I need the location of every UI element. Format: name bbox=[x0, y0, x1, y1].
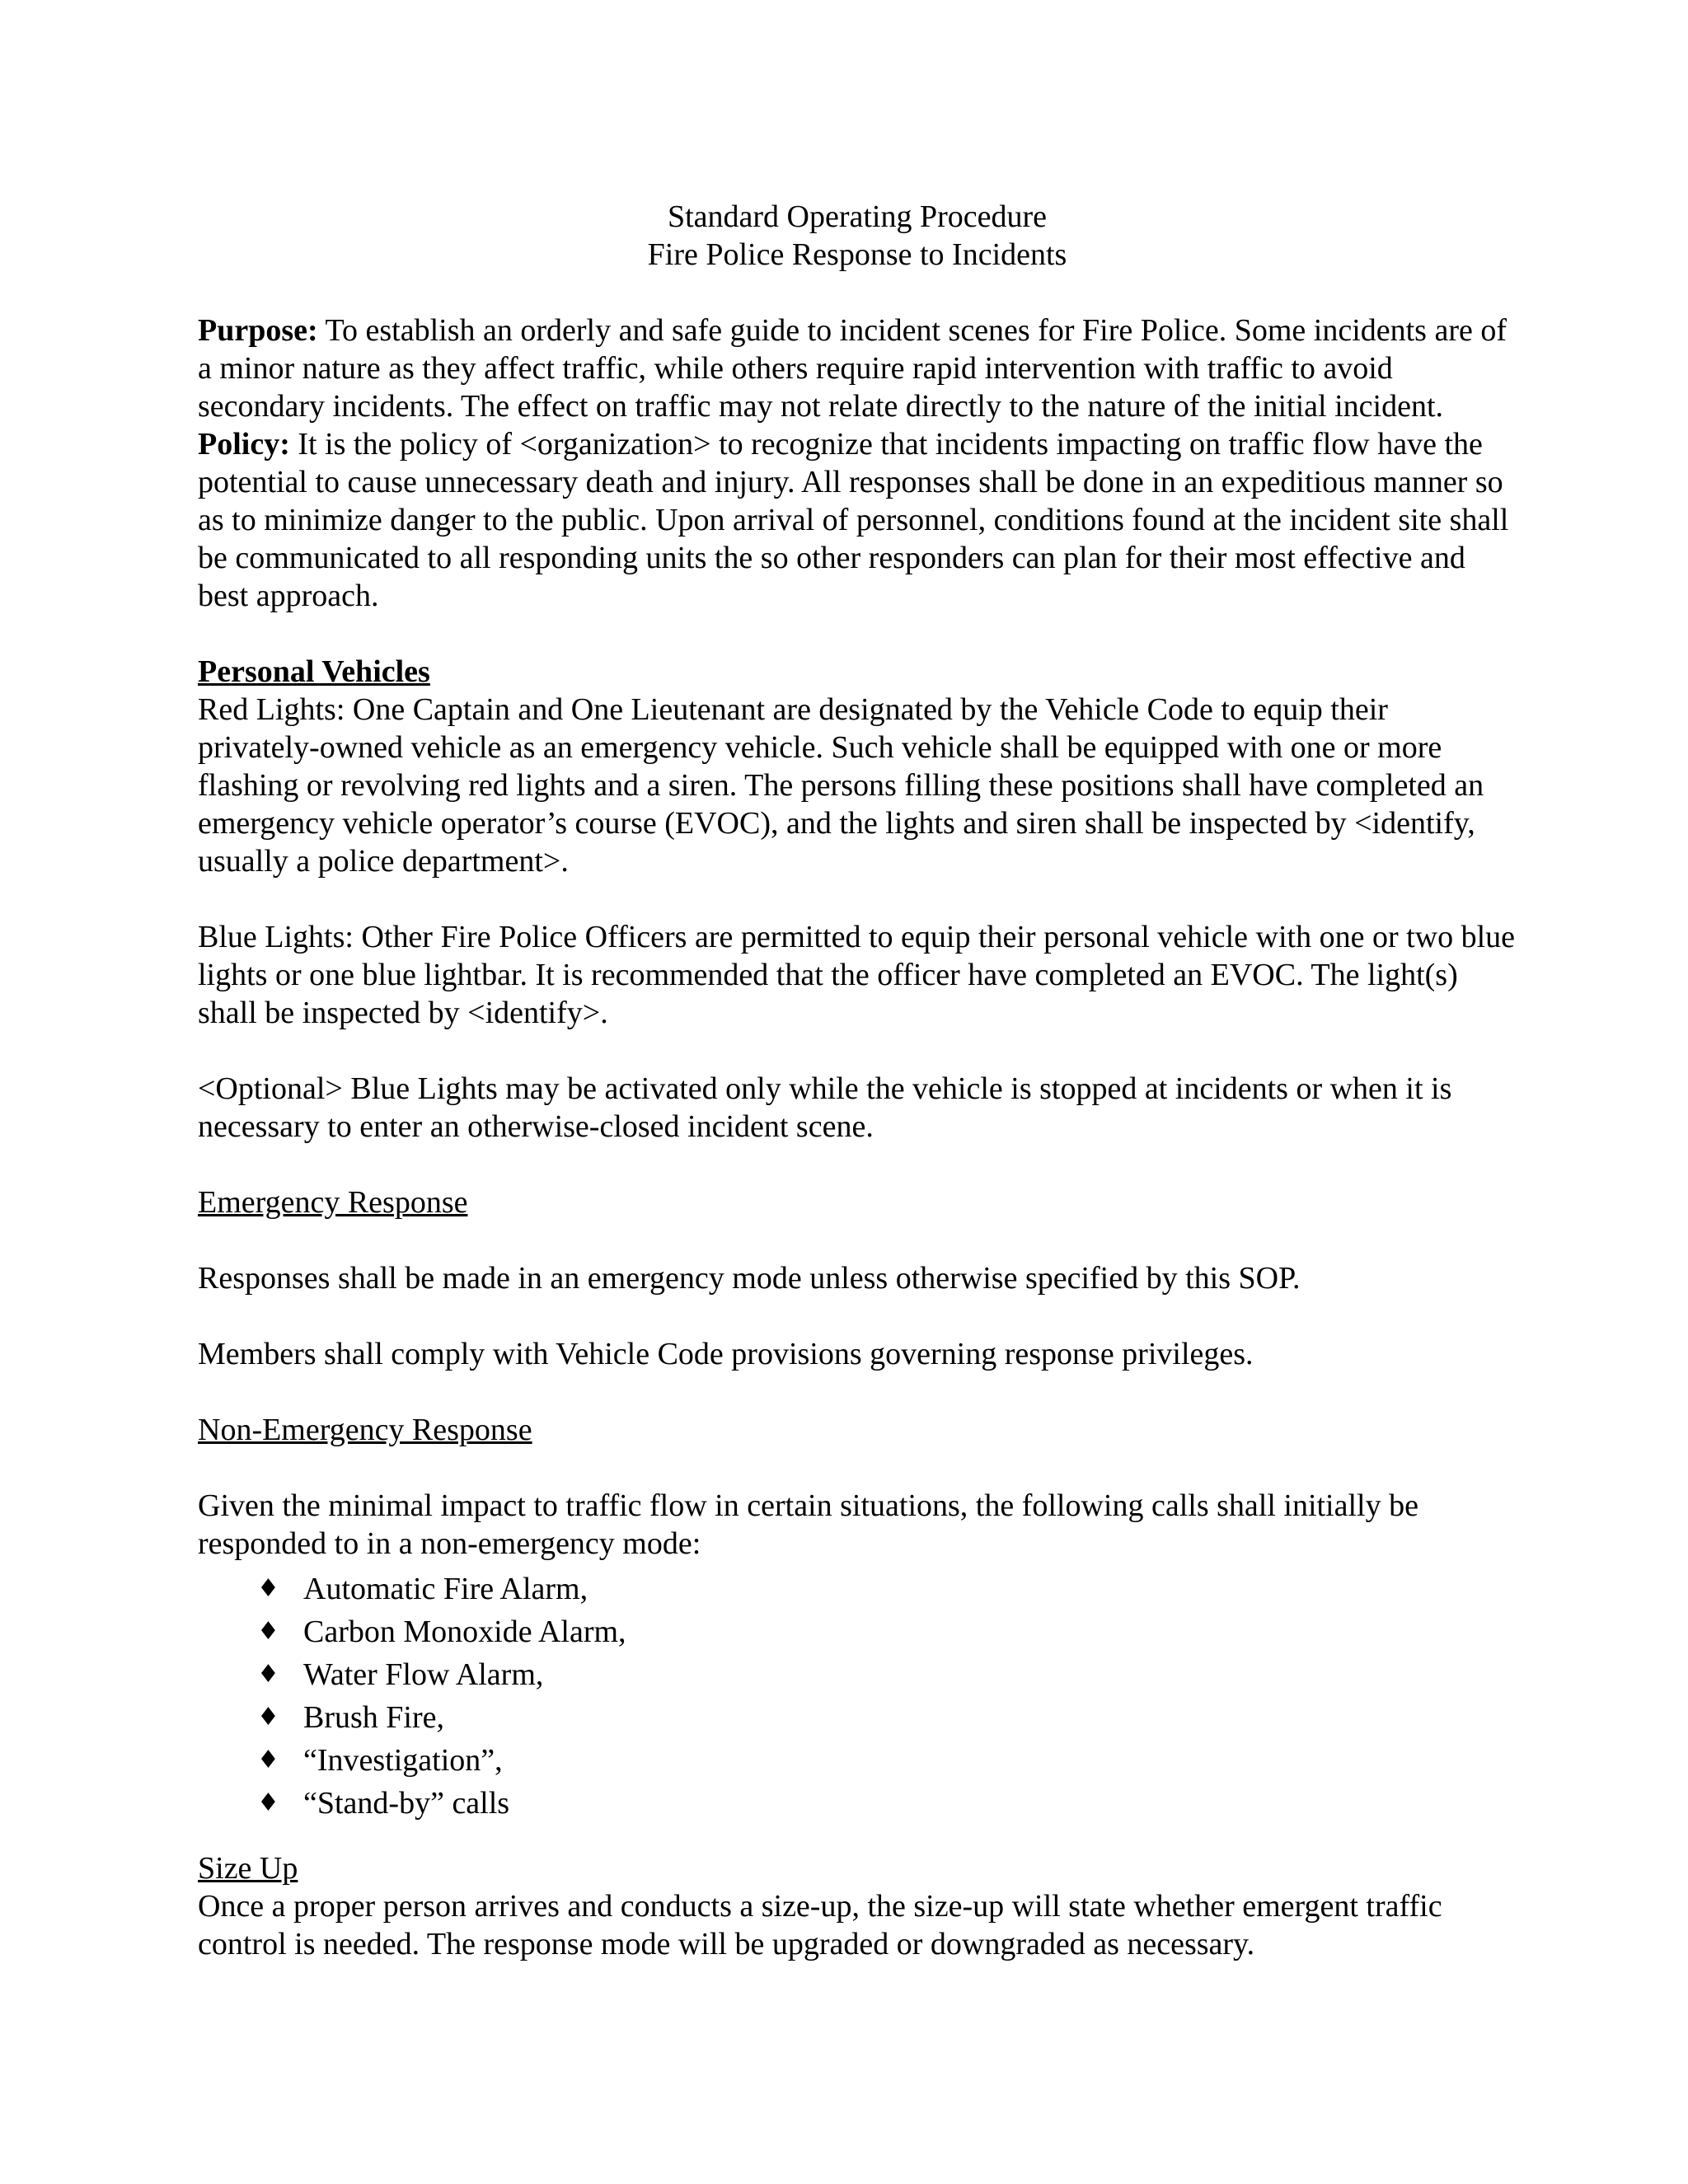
diamond-bullet-icon: ♦ bbox=[257, 1660, 279, 1689]
document-title bbox=[198, 198, 1517, 274]
size-up-paragraph: Once a proper person arrives and conducts a size-up, the size-up will state whether emergent traffic control is needed. The response mode will be upgraded or downgraded as necessary. bbox=[198, 1889, 1442, 1961]
blue-lights-paragraph: Blue Lights: Other Fire Police Officers are permitted to equip their personal vehicle with one or two blue lights or one blue lightbar. It is recommended that the officer have completed an EVOC. The light(s) shall be inspected by <identify>. bbox=[198, 920, 1516, 1030]
purpose-label: Purpose: bbox=[198, 313, 318, 348]
list-item-text: “Investigation”, bbox=[303, 1743, 503, 1778]
policy-label: Policy: bbox=[198, 427, 290, 462]
emergency-response-heading: Emergency Response bbox=[198, 1185, 468, 1220]
non-emergency-intro: Given the minimal impact to traffic flow in certain situations, the following calls shall initially be responded to in a non-emergency mode: bbox=[198, 1488, 1418, 1561]
list-item-text: Carbon Monoxide Alarm, bbox=[303, 1615, 626, 1649]
diamond-bullet-icon: ♦ bbox=[257, 1574, 279, 1603]
optional-blue-lights-paragraph: <Optional> Blue Lights may be activated only while the vehicle is stopped at incidents or when it is necessary to enter an otherwise-closed incident scene. bbox=[198, 1071, 1452, 1144]
diamond-bullet-icon: ♦ bbox=[257, 1617, 279, 1646]
purpose-paragraph bbox=[198, 312, 1517, 425]
personal-vehicles-heading: Personal Vehicles bbox=[198, 654, 430, 689]
diamond-bullet-icon: ♦ bbox=[257, 1788, 279, 1817]
list-item bbox=[257, 1696, 1517, 1739]
red-lights-paragraph: Red Lights: One Captain and One Lieutenant are designated by the Vehicle Code to equip their privately-owned vehicle as an emergency vehicle. Such vehicle shall be equipped with one or more flashing or revolving red lights and a siren. The persons filling these positions shall have completed an emergency vehicle operator’s course (EVOC), and the lights and siren shall be inspected by <identify, usually a police department>. bbox=[198, 692, 1484, 879]
title-line-2: Fire Police Response to Incidents bbox=[647, 237, 1067, 272]
title-line-1: Standard Operating Procedure bbox=[667, 199, 1048, 234]
non-emergency-response-heading: Non-Emergency Response bbox=[198, 1413, 532, 1447]
list-item-text: Water Flow Alarm, bbox=[303, 1657, 544, 1692]
non-emergency-call-list bbox=[198, 1568, 1517, 1825]
diamond-bullet-icon: ♦ bbox=[257, 1746, 279, 1774]
size-up-heading: Size Up bbox=[198, 1851, 298, 1886]
document-page bbox=[198, 198, 1517, 1963]
policy-text: It is the policy of <organization> to recognize that incidents impacting on traffic flow have the potential to cause unnecessary death and injury. All responses shall be done in an expeditious manner so as to minimize danger to the public. Upon arrival of personnel, conditions found at the incident site shall be communicated to all responding units the so other responders can plan for their most effective and best approach. bbox=[198, 427, 1509, 613]
list-item bbox=[257, 1739, 1517, 1782]
list-item-text: “Stand-by” calls bbox=[303, 1786, 510, 1821]
list-item bbox=[257, 1568, 1517, 1610]
diamond-bullet-icon: ♦ bbox=[257, 1703, 279, 1732]
list-item bbox=[257, 1653, 1517, 1696]
list-item bbox=[257, 1782, 1517, 1825]
policy-paragraph bbox=[198, 425, 1517, 615]
list-item bbox=[257, 1610, 1517, 1653]
emergency-response-paragraph-2: Members shall comply with Vehicle Code provisions governing response privileges. bbox=[198, 1337, 1254, 1371]
list-item-text: Brush Fire, bbox=[303, 1700, 444, 1735]
list-item-text: Automatic Fire Alarm, bbox=[303, 1572, 588, 1606]
emergency-response-paragraph-1: Responses shall be made in an emergency mode unless otherwise specified by this SOP. bbox=[198, 1261, 1301, 1296]
purpose-text: To establish an orderly and safe guide to incident scenes for Fire Police. Some incidents are of a minor nature as they affect traffic, while others require rapid intervention with traffic to avoid secondary incidents. The effect on traffic may not relate directly to the nature of the initial incident. bbox=[198, 313, 1507, 424]
